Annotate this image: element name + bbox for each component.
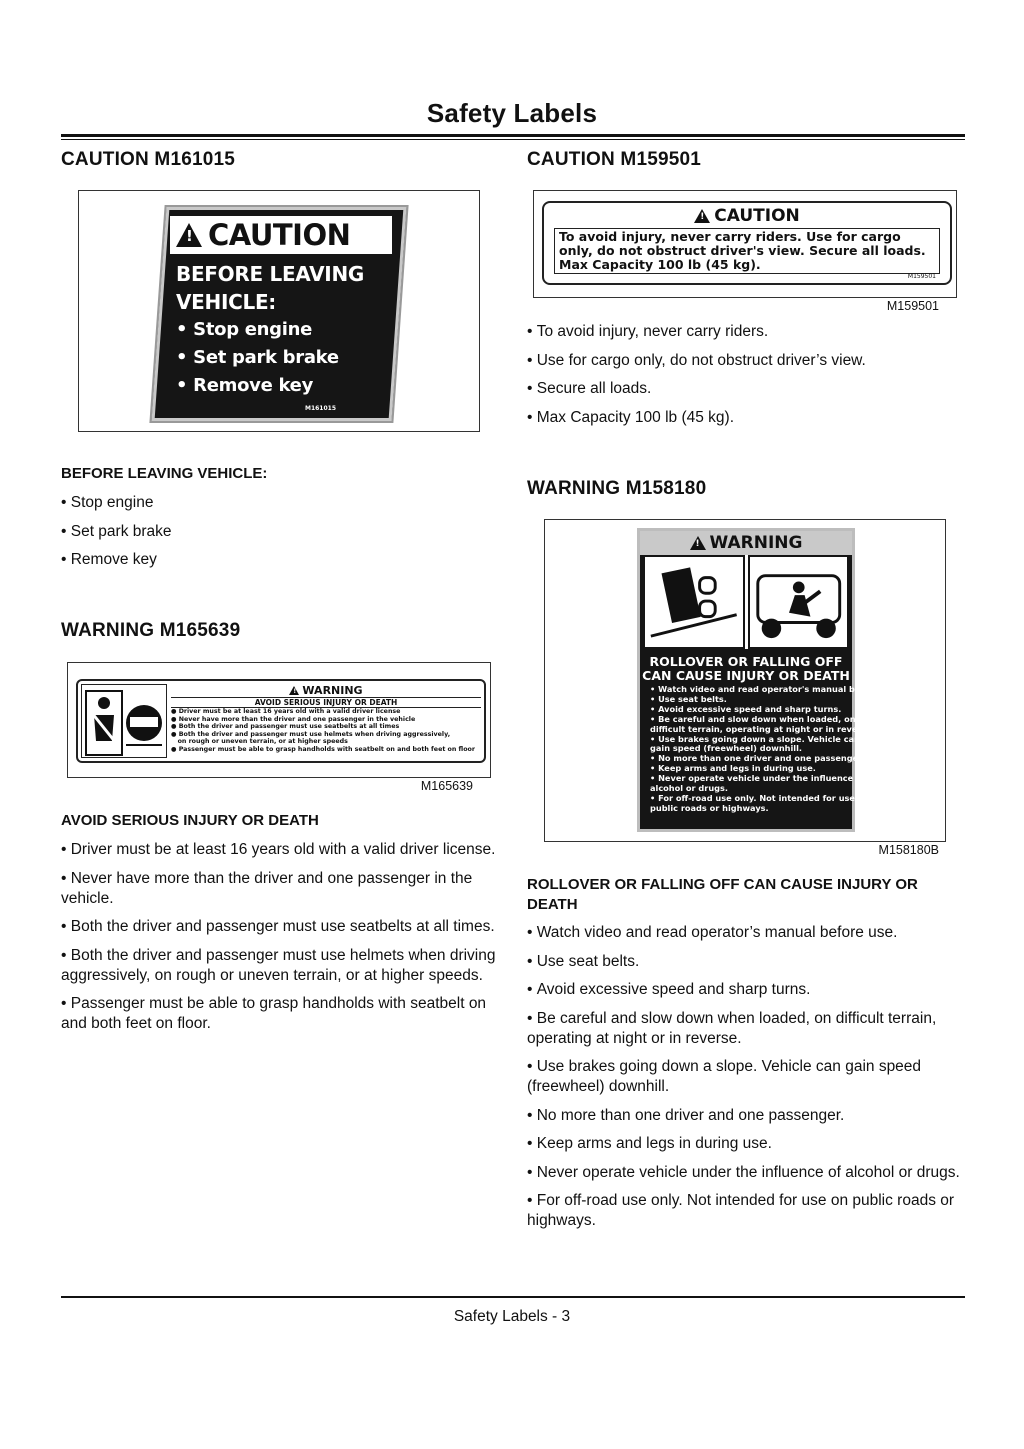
list-item: • Remove key — [61, 550, 499, 570]
list-item: • Both the driver and passenger must use seatbelts at all times. — [61, 917, 499, 937]
decal-line: • No more than one driver and one passenger. — [650, 753, 865, 764]
decal-line: difficult terrain, operating at night or in reverse. — [650, 723, 876, 734]
list-item: • Never have more than the driver and one passenger in the vehicle. — [61, 869, 499, 909]
cargo-caution-list — [527, 322, 965, 436]
decal-line: Driver must be at least 16 years old with a valid driver license — [178, 708, 401, 715]
list-item: • Driver must be at least 16 years old with a valid driver license. — [61, 840, 499, 860]
decal-bullet: Remove key — [193, 375, 313, 396]
list-item: • Use brakes going down a slope. Vehicle can gain speed (freewheel) downhill. — [527, 1057, 965, 1097]
list-item: • Use seat belts. — [527, 952, 965, 972]
decal-line: public roads or highways. — [650, 802, 769, 813]
seatbelt-helmet-icon — [81, 684, 167, 758]
list-item: • Keep arms and legs in during use. — [527, 1134, 965, 1154]
decal-line: gain speed (freewheel) downhill. — [650, 743, 803, 754]
warning-m165639-figure — [67, 662, 491, 778]
warning-m158180-figure — [544, 519, 946, 842]
list-item: • Avoid excessive speed and sharp turns. — [527, 980, 965, 1000]
decal-line: BEFORE LEAVING — [176, 262, 364, 286]
decal-line: Both the driver and passenger must use seatbelts at all times — [178, 723, 400, 731]
avoid-injury-subheading: AVOID SERIOUS INJURY OR DEATH — [61, 812, 319, 829]
decal-line: • Avoid excessive speed and sharp turns. — [650, 703, 842, 714]
title-rule — [61, 134, 965, 137]
figure-ref-m159501: M159501 — [886, 299, 939, 313]
list-item: • Passenger must be able to grasp handholds with seatbelt on and both feet on floor. — [61, 994, 499, 1034]
page-footer: Safety Labels - 3 — [453, 1308, 571, 1325]
list-item: • Stop engine — [61, 493, 499, 513]
cargo-caution-decal — [542, 201, 952, 285]
list-item: • Use for cargo only, do not obstruct driver’s view. — [527, 351, 965, 371]
before-leaving-list — [61, 493, 499, 579]
seatbelt-decal: ! WARNING AVOID SERIOUS INJURY OR DEATH ● Driver must be at least 16 years old with a valid driver license ● Never have more than the driver and one passenger in the vehicle ● Both the driver and passenger must use seatbelts at all times ● Both the driver and passenger must use helmets when driving aggressively, on rough or uneven terrain, or at higher speeds ● Passenger must be able to grasp handholds with seatbelt on and both feet on floor — [76, 679, 486, 763]
before-leaving-subheading: BEFORE LEAVING VEHICLE: — [61, 465, 268, 482]
rollover-warning-decal — [637, 528, 902, 832]
caution-decal: ! CAUTION BEFORE LEAVING VEHICLE: • Stop engine • Set park brake • Remove key M161015 — [152, 207, 407, 421]
decal-title: WARNING — [709, 533, 803, 553]
decal-code: M159501 — [907, 273, 936, 280]
list-item: • Both the driver and passenger must use helmets when driving aggressively, on rough or uneven terrain, or at higher speeds. — [61, 946, 499, 986]
rollover-subheading: ROLLOVER OR FALLING OFF CAN CAUSE INJURY OR DEATH — [527, 876, 918, 913]
warning-triangle-icon — [694, 209, 710, 223]
list-item: • Watch video and read operator’s manual before use. — [527, 923, 965, 943]
decal-line: • Keep arms and legs in during use. — [650, 763, 816, 774]
warning-triangle-icon — [289, 686, 299, 695]
avoid-injury-list — [61, 840, 499, 1043]
warning-triangle-icon — [176, 223, 202, 247]
footer-rule — [61, 1296, 965, 1298]
decal-line: Both the driver and passenger must use helmets when driving aggressively, — [178, 730, 451, 738]
decal-body: To avoid injury, never carry riders. Use for cargo only, do not obstruct driver's view. Secure all loads. Max Capacity 100 lb (45 kg). — [554, 228, 940, 274]
decal-bullet: Set park brake — [193, 347, 339, 368]
decal-line: • Be careful and slow down when loaded, on — [650, 713, 856, 724]
decal-line: Passenger must be able to grasp handholds with seatbelt on and both feet on floor — [178, 745, 475, 753]
caution-m161015-heading: CAUTION M161015 — [61, 149, 236, 170]
decal-title: WARNING — [302, 684, 363, 697]
decal-title: CAUTION — [714, 206, 800, 226]
list-item: • To avoid injury, never carry riders. — [527, 322, 965, 342]
list-item: • Never operate vehicle under the influence of alcohol or drugs. — [527, 1163, 965, 1183]
decal-line: alcohol or drugs. — [650, 783, 729, 794]
decal-line: • Watch video and read operator's manual before use. — [650, 684, 902, 694]
caution-m161015-figure — [78, 190, 480, 432]
warning-m158180-heading: WARNING M158180 — [527, 478, 707, 499]
list-item: • Be careful and slow down when loaded, on difficult terrain, operating at night or in reverse. — [527, 1009, 965, 1049]
tipping-vehicle-icon — [643, 555, 745, 649]
decal-line: • Use seat belts. — [650, 693, 727, 704]
decal-bullet: Stop engine — [193, 319, 313, 340]
decal-subtitle: AVOID SERIOUS INJURY OR DEATH — [171, 697, 481, 708]
list-item: • No more than one driver and one passenger. — [527, 1106, 965, 1126]
decal-code: M161015 — [304, 405, 336, 412]
decal-line: Never have more than the driver and one passenger in the vehicle — [178, 715, 416, 723]
list-item: • Max Capacity 100 lb (45 kg). — [527, 408, 965, 428]
decal-subtitle: CAN CAUSE INJURY OR DEATH — [642, 668, 850, 683]
decal-title: CAUTION — [208, 218, 351, 252]
decal-subtitle: ROLLOVER OR FALLING OFF — [649, 654, 843, 669]
list-item: • Set park brake — [61, 522, 499, 542]
falling-rider-icon — [748, 555, 850, 649]
list-item: • Secure all loads. — [527, 379, 965, 399]
decal-line: • Never operate vehicle under the influence of — [650, 773, 866, 784]
figure-ref-m165639: M165639 — [420, 779, 473, 793]
page-title: Safety Labels — [426, 98, 598, 128]
rollover-list — [527, 923, 965, 1240]
decal-line: VEHICLE: — [176, 290, 277, 314]
title-rule-thin — [61, 139, 965, 140]
decal-line: on rough or uneven terrain, or at higher speeds — [177, 738, 348, 746]
list-item: • For off-road use only. Not intended for use on public roads or highways. — [527, 1191, 965, 1231]
decal-line: • Use brakes going down a slope. Vehicle can — [650, 733, 860, 744]
figure-ref-m158180b: M158180B — [878, 843, 939, 857]
caution-m159501-heading: CAUTION M159501 — [527, 149, 702, 170]
caution-m159501-figure — [533, 190, 957, 298]
warning-triangle-icon — [690, 536, 706, 550]
decal-line: • For off-road use only. Not intended for use on — [650, 792, 870, 803]
warning-m165639-heading: WARNING M165639 — [61, 620, 241, 641]
